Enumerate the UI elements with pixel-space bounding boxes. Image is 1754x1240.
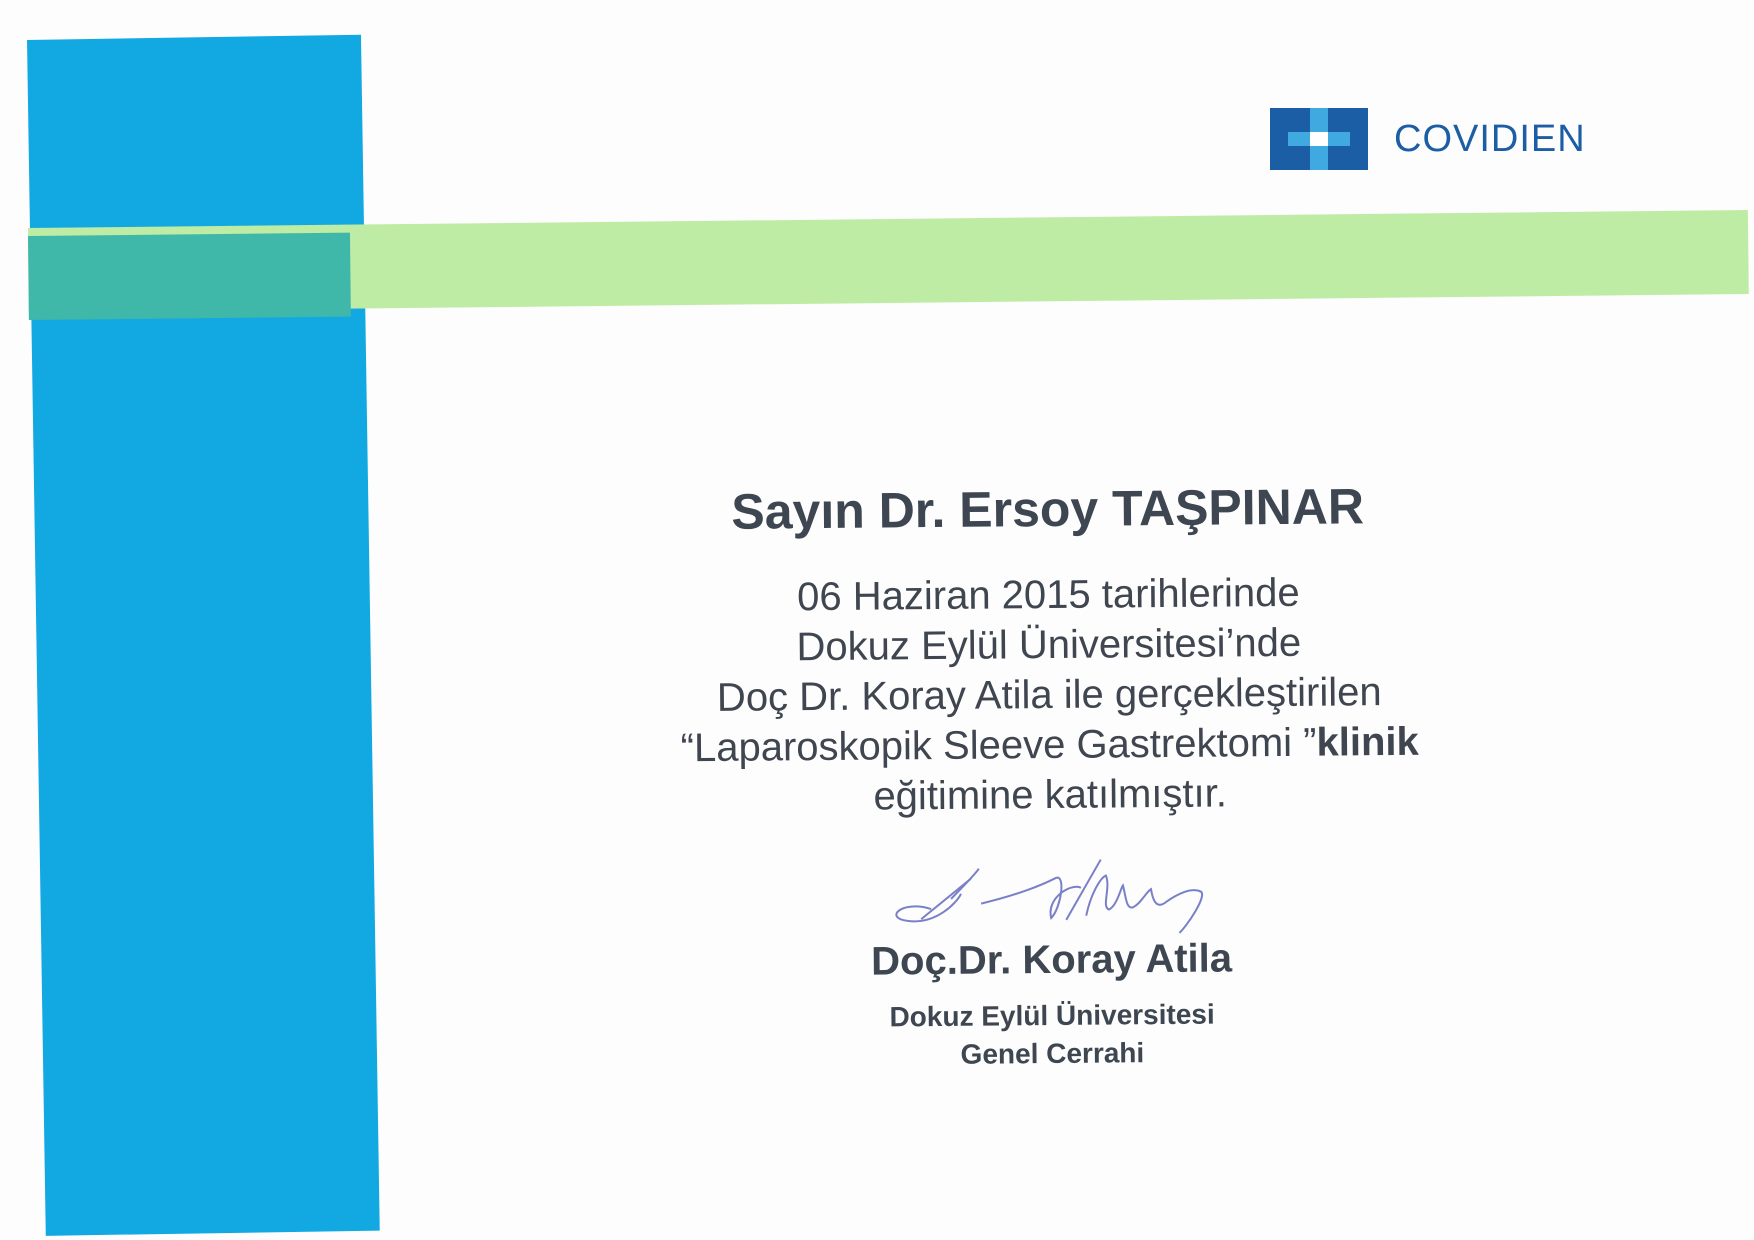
- course-title: “Laparoskopik Sleeve Gastrektomi ”: [680, 720, 1317, 771]
- body-line-institution: Dokuz Eylül Üniversitesi’nde: [796, 620, 1302, 670]
- covidien-cross-mark-icon: [1270, 108, 1368, 170]
- course-type: klinik: [1316, 719, 1419, 765]
- signer-name: Doç.Dr. Koray Atila: [870, 936, 1233, 984]
- body-line-instructor: Doç Dr. Koray Atila ile gerçekleştirilen: [716, 670, 1382, 720]
- certificate-content: [557, 476, 1542, 1078]
- handwritten-signature-icon: [861, 846, 1242, 939]
- signer-details: [562, 993, 1543, 1078]
- band-overlap: [28, 233, 351, 320]
- signer-title: Genel Cerrahi: [960, 1037, 1145, 1070]
- body-line-course: [560, 716, 1540, 775]
- body-line-date: 06 Haziran 2015 tarihlerinde: [796, 570, 1300, 620]
- covidien-logo: [1270, 108, 1586, 170]
- recipient-name: Sayın Dr. Ersoy TAŞPINAR: [731, 478, 1365, 540]
- blue-vertical-band: [27, 35, 380, 1236]
- logo-text: COVIDIEN: [1394, 117, 1586, 160]
- body-line-completion: eğitimine katılmıştır.: [873, 771, 1228, 819]
- signer-institution: Dokuz Eylül Üniversitesi: [889, 998, 1215, 1033]
